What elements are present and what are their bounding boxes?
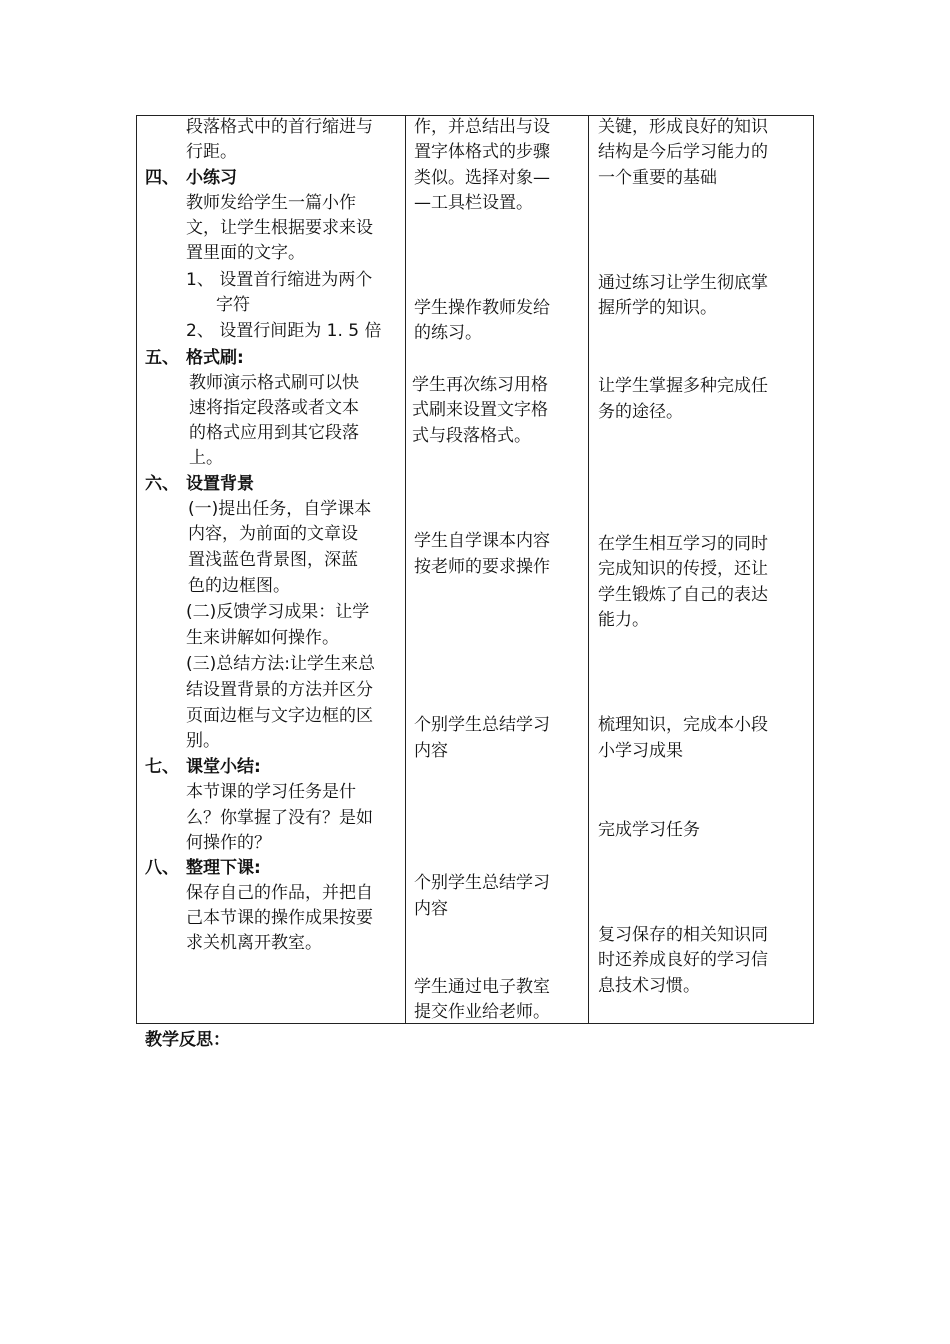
- text-line: 己本节课的操作成果按要: [186, 908, 373, 928]
- text-line: 式与段落格式。: [412, 426, 531, 446]
- text-line: 的格式应用到其它段落: [189, 423, 359, 443]
- text-line: 关键，形成良好的知识: [598, 117, 768, 137]
- section-number: 七、: [145, 757, 179, 777]
- text-line: 个别学生总结学习: [414, 873, 550, 893]
- section-heading: 格式刷:: [186, 348, 244, 368]
- text-line: 保存自己的作品，并把自: [186, 883, 373, 903]
- section-number: 四、: [145, 168, 179, 188]
- text-line: 结设置背景的方法并区分: [186, 680, 373, 700]
- text-line: 页面边框与文字边框的区: [186, 706, 373, 726]
- text-line: (三)总结方法:让学生来总: [186, 654, 375, 674]
- text-line: 完成学习任务: [598, 820, 700, 840]
- text-line: 梳理知识，完成本小段: [598, 715, 768, 735]
- text-line: 何操作的？: [186, 833, 271, 853]
- text-line: (一)提出任务，自学课本: [188, 499, 372, 519]
- text-line: 按老师的要求操作: [414, 557, 550, 577]
- text-line: 内容: [414, 899, 448, 919]
- section-heading: 小练习: [186, 168, 237, 188]
- teaching-reflection-heading: 教学反思：: [145, 1030, 230, 1050]
- text-line: 学生锻炼了自己的表达: [598, 585, 768, 605]
- text-line: 置浅蓝色背景图，深蓝: [188, 550, 358, 570]
- text-line: 别。: [186, 731, 220, 751]
- text-line: 上。: [189, 448, 223, 468]
- text-line: —工具栏设置。: [414, 193, 533, 213]
- list-item: 1、 设置首行缩进为两个: [186, 270, 373, 290]
- text-line: 行距。: [186, 142, 237, 162]
- text-line: 内容，为前面的文章设: [188, 524, 358, 544]
- section-number: 八、: [145, 858, 179, 878]
- text-line: 提交作业给老师。: [414, 1002, 550, 1022]
- text-line: (二)反馈学习成果：让学: [186, 602, 370, 622]
- text-line: 教师发给学生一篇小作: [186, 193, 356, 213]
- text-line: 文，让学生根据要求来设: [186, 218, 373, 238]
- list-item: 2、 设置行间距为 1. 5 倍: [186, 321, 382, 341]
- text-line: 类似。选择对象—: [414, 168, 550, 188]
- column-divider: [405, 116, 406, 1023]
- text-line: 握所学的知识。: [598, 298, 717, 318]
- text-line: 速将指定段落或者文本: [189, 398, 359, 418]
- text-line: 能力。: [598, 610, 649, 630]
- text-line: 置里面的文字。: [186, 243, 305, 263]
- text-line: 学生操作教师发给: [414, 298, 550, 318]
- section-heading: 课堂小结:: [186, 757, 261, 777]
- section-heading: 整理下课:: [186, 858, 261, 878]
- text-line: 学生自学课本内容: [414, 531, 550, 551]
- text-line: 让学生掌握多种完成任: [598, 376, 768, 396]
- text-line: 作，并总结出与设: [414, 117, 550, 137]
- text-line: 的练习。: [414, 323, 482, 343]
- text-line: 在学生相互学习的同时: [598, 534, 768, 554]
- text-line: 式刷来设置文字格: [412, 400, 548, 420]
- text-line: 小学习成果: [598, 741, 683, 761]
- text-line: 内容: [414, 741, 448, 761]
- text-line: 么？你掌握了没有？是如: [186, 808, 373, 828]
- text-line: 学生再次练习用格: [412, 375, 548, 395]
- section-number: 五、: [145, 348, 179, 368]
- section-number: 六、: [145, 474, 179, 494]
- section-heading: 设置背景: [186, 474, 254, 494]
- text-line: 通过练习让学生彻底掌: [598, 273, 768, 293]
- text-line: 一个重要的基础: [598, 168, 717, 188]
- text-line: 务的途径。: [598, 402, 683, 422]
- text-line: 个别学生总结学习: [414, 715, 550, 735]
- list-item: 字符: [216, 295, 250, 315]
- text-line: 本节课的学习任务是什: [186, 782, 356, 802]
- text-line: 时还养成良好的学习信: [598, 950, 768, 970]
- text-line: 息技术习惯。: [598, 976, 700, 996]
- text-line: 教师演示格式刷可以快: [189, 373, 359, 393]
- text-line: 色的边框图。: [188, 576, 290, 596]
- text-line: 置字体格式的步骤: [414, 142, 550, 162]
- text-line: 段落格式中的首行缩进与: [186, 117, 373, 137]
- text-line: 完成知识的传授，还让: [598, 559, 768, 579]
- text-line: 学生通过电子教室: [414, 977, 550, 997]
- text-line: 复习保存的相关知识同: [598, 925, 768, 945]
- text-line: 结构是今后学习能力的: [598, 142, 768, 162]
- column-divider: [588, 116, 589, 1023]
- text-line: 求关机离开教室。: [186, 933, 322, 953]
- text-line: 生来讲解如何操作。: [186, 628, 339, 648]
